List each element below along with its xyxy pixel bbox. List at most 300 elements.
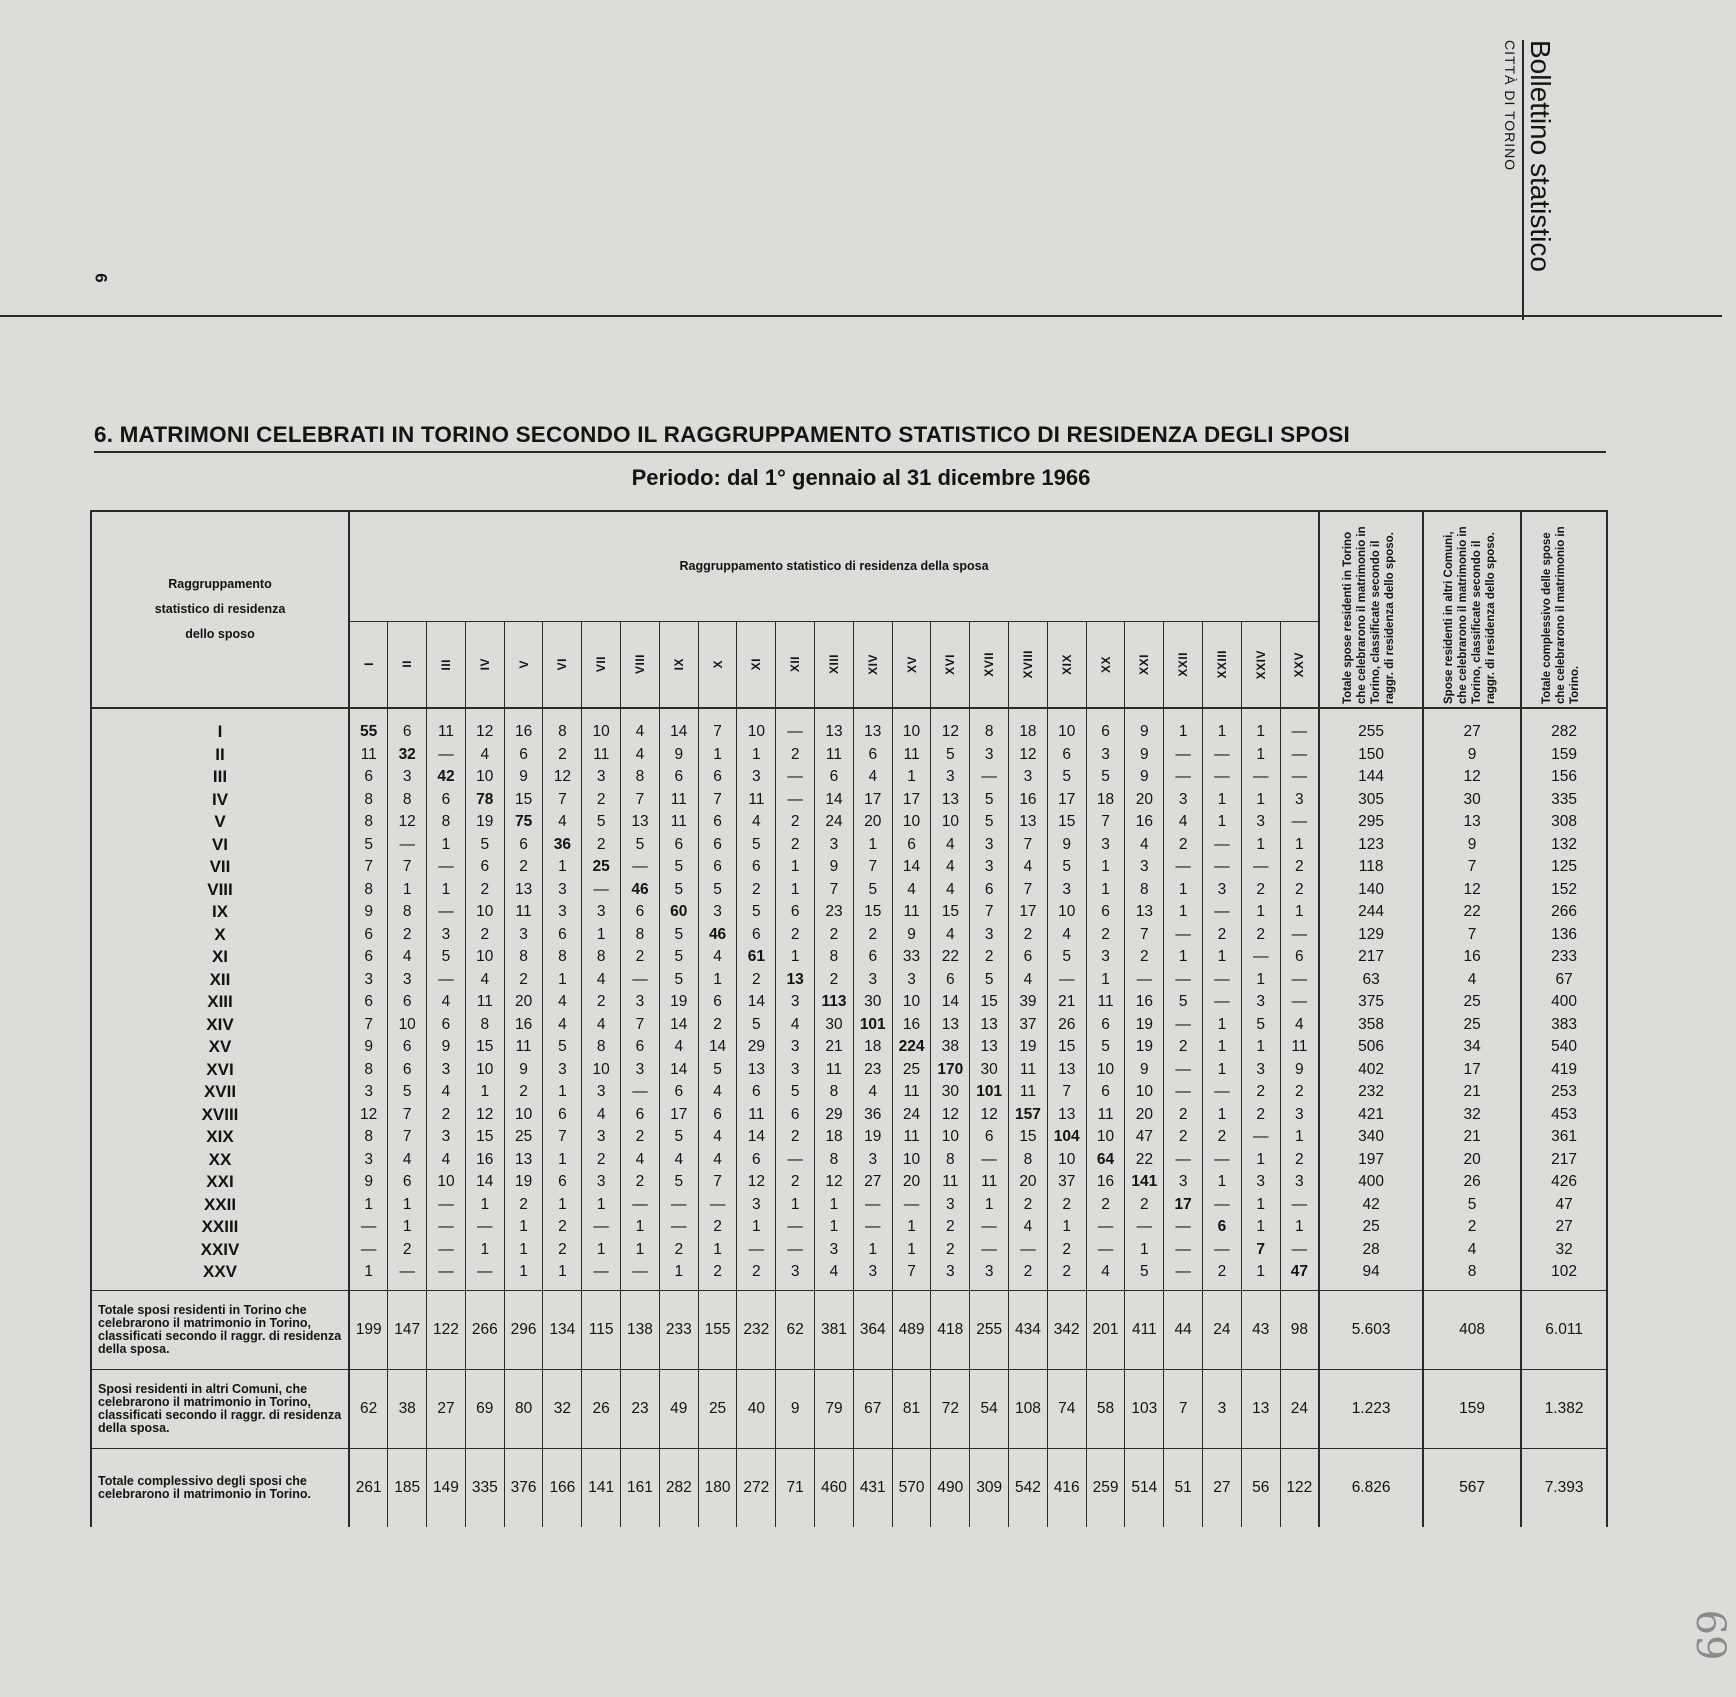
table-cell: 1 xyxy=(427,834,466,857)
table-cell: 1 xyxy=(349,1261,388,1290)
column-header-label: IX xyxy=(671,658,686,671)
table-cell: 16 xyxy=(892,1014,931,1037)
table-cell: — xyxy=(427,856,466,879)
table-cell: 3 xyxy=(1047,879,1086,902)
table-cell: 4 xyxy=(931,856,970,879)
row-label: VIII xyxy=(91,879,349,902)
table-cell: 2 xyxy=(621,946,660,969)
table-row xyxy=(91,1081,1607,1104)
table-cell: 2 xyxy=(1164,834,1203,857)
total-cell: 453 xyxy=(1521,1104,1607,1127)
summary-total-cell: 408 xyxy=(1423,1290,1521,1369)
summary-cell: 103 xyxy=(1125,1369,1164,1448)
table-cell: 8 xyxy=(621,766,660,789)
table-cell: 6 xyxy=(504,834,543,857)
table-cell: 2 xyxy=(621,1126,660,1149)
table-cell: — xyxy=(1164,969,1203,992)
total-cell: 67 xyxy=(1521,969,1607,992)
row-label: XIII xyxy=(91,991,349,1014)
table-cell: 15 xyxy=(465,1036,504,1059)
table-cell: 11 xyxy=(970,1171,1009,1194)
summary-cell: 489 xyxy=(892,1290,931,1369)
table-cell: — xyxy=(621,1081,660,1104)
summary-cell: 27 xyxy=(427,1369,466,1448)
table-cell: 1 xyxy=(1164,946,1203,969)
table-cell: 4 xyxy=(543,991,582,1014)
table-cell: 1 xyxy=(892,1216,931,1239)
table-cell: 1 xyxy=(1203,708,1242,744)
table-cell: 5 xyxy=(659,1126,698,1149)
table-cell: 5 xyxy=(1125,1261,1164,1290)
table-cell: — xyxy=(1086,1239,1125,1262)
table-cell: 4 xyxy=(698,1149,737,1172)
summary-cell: 141 xyxy=(582,1448,621,1527)
table-cell: 3 xyxy=(1164,1171,1203,1194)
table-cell: 10 xyxy=(582,1059,621,1082)
table-cell: 3 xyxy=(1241,1059,1280,1082)
table-cell: 3 xyxy=(931,1261,970,1290)
table-cell: 30 xyxy=(815,1014,854,1037)
table-cell: 1 xyxy=(621,1239,660,1262)
table-cell: 2 xyxy=(1241,924,1280,947)
row-label: III xyxy=(91,766,349,789)
table-cell: 5 xyxy=(621,834,660,857)
table-cell: — xyxy=(582,1216,621,1239)
table-cell: 10 xyxy=(892,991,931,1014)
total-cell: 25 xyxy=(1423,991,1521,1014)
table-cell: 11 xyxy=(892,744,931,767)
table-cell: 3 xyxy=(427,1126,466,1149)
table-cell: 6 xyxy=(698,856,737,879)
summary-cell: 542 xyxy=(1009,1448,1048,1527)
table-cell: 1 xyxy=(465,1239,504,1262)
table-cell: 14 xyxy=(465,1171,504,1194)
page-number: 6 xyxy=(91,273,111,283)
table-cell: 1 xyxy=(427,879,466,902)
table-cell: 6 xyxy=(931,969,970,992)
table-cell: 6 xyxy=(543,924,582,947)
table-cell: — xyxy=(776,1149,815,1172)
table-row xyxy=(91,811,1607,834)
column-header xyxy=(1086,621,1125,708)
total-cell: 16 xyxy=(1423,946,1521,969)
table-cell: 11 xyxy=(737,789,776,812)
total-cell: 375 xyxy=(1319,991,1423,1014)
table-cell: 6 xyxy=(621,1104,660,1127)
table-cell: 3 xyxy=(970,744,1009,767)
table-cell: 7 xyxy=(543,1126,582,1149)
summary-cell: 199 xyxy=(349,1290,388,1369)
column-header-label: XVII xyxy=(982,651,997,677)
table-cell: — xyxy=(427,744,466,767)
table-row xyxy=(91,991,1607,1014)
table-cell: 6 xyxy=(621,901,660,924)
table-cell: 24 xyxy=(815,811,854,834)
table-cell: 1 xyxy=(853,1239,892,1262)
table-cell: 9 xyxy=(892,924,931,947)
table-cell: 7 xyxy=(698,1171,737,1194)
table-cell: 14 xyxy=(737,991,776,1014)
column-header xyxy=(582,621,621,708)
table-cell: 64 xyxy=(1086,1149,1125,1172)
table-cell: 9 xyxy=(1125,766,1164,789)
row-label: II xyxy=(91,744,349,767)
column-header xyxy=(465,621,504,708)
table-cell: 3 xyxy=(776,1036,815,1059)
table-cell: 6 xyxy=(1086,901,1125,924)
table-cell: 29 xyxy=(815,1104,854,1127)
table-cell: 19 xyxy=(465,811,504,834)
table-cell: 104 xyxy=(1047,1126,1086,1149)
table-cell: 20 xyxy=(853,811,892,834)
column-header-label: XXIII xyxy=(1214,650,1229,679)
table-cell: 1 xyxy=(698,969,737,992)
table-cell: 55 xyxy=(349,708,388,744)
table-cell: 13 xyxy=(776,969,815,992)
table-cell: 3 xyxy=(737,766,776,789)
total-cell: 402 xyxy=(1319,1059,1423,1082)
table-cell: 8 xyxy=(815,1149,854,1172)
table-cell: 6 xyxy=(1086,1014,1125,1037)
total-cell: 5 xyxy=(1423,1194,1521,1217)
row-label: XX xyxy=(91,1149,349,1172)
table-cell: 9 xyxy=(1125,1059,1164,1082)
summary-cell: 434 xyxy=(1009,1290,1048,1369)
total-header-text: Totale spose residenti in Torino che celebrarono il matrimonio in Torino, classificate secondo il raggr. di residenza dello sposo. xyxy=(1342,525,1397,704)
table-cell: 15 xyxy=(504,789,543,812)
table-cell: — xyxy=(1125,969,1164,992)
table-cell: — xyxy=(853,1216,892,1239)
table-cell: 1 xyxy=(1047,1216,1086,1239)
summary-label: Totale sposi residenti in Torino che celebrarono il matrimonio in Torino, classificati secondo il raggr. di residenza della sposa. xyxy=(91,1290,349,1369)
row-label: XV xyxy=(91,1036,349,1059)
table-cell: 6 xyxy=(698,991,737,1014)
table-cell: 8 xyxy=(349,789,388,812)
table-cell: 33 xyxy=(892,946,931,969)
table-cell: 13 xyxy=(853,708,892,744)
table-cell: 20 xyxy=(504,991,543,1014)
table-cell: 3 xyxy=(504,924,543,947)
table-cell: 1 xyxy=(1086,969,1125,992)
table-cell: 22 xyxy=(931,946,970,969)
summary-cell: 40 xyxy=(737,1369,776,1448)
table-cell: 1 xyxy=(698,1239,737,1262)
table-cell: 4 xyxy=(621,708,660,744)
table-cell: 14 xyxy=(659,708,698,744)
table-cell: 6 xyxy=(349,766,388,789)
table-row xyxy=(91,766,1607,789)
table-cell: 11 xyxy=(815,744,854,767)
table-cell: 3 xyxy=(1280,1104,1319,1127)
total-cell: 159 xyxy=(1521,744,1607,767)
row-label: XXV xyxy=(91,1261,349,1290)
table-cell: 3 xyxy=(349,969,388,992)
table-cell: 16 xyxy=(504,1014,543,1037)
table-cell: 2 xyxy=(543,744,582,767)
table-cell: 3 xyxy=(1125,856,1164,879)
row-label: X xyxy=(91,924,349,947)
table-cell: 3 xyxy=(1241,811,1280,834)
table-cell: 2 xyxy=(465,924,504,947)
table-cell: 6 xyxy=(543,1104,582,1127)
table-cell: — xyxy=(970,1239,1009,1262)
table-cell: — xyxy=(737,1239,776,1262)
table-cell: 8 xyxy=(1125,879,1164,902)
table-cell: 170 xyxy=(931,1059,970,1082)
total-cell: 30 xyxy=(1423,789,1521,812)
table-cell: — xyxy=(349,1239,388,1262)
table-cell: 8 xyxy=(349,811,388,834)
table-cell: 1 xyxy=(621,1216,660,1239)
table-cell: — xyxy=(1164,766,1203,789)
table-cell: 3 xyxy=(543,879,582,902)
table-cell: 16 xyxy=(1009,789,1048,812)
table-cell: 9 xyxy=(504,766,543,789)
table-cell: 3 xyxy=(427,1059,466,1082)
table-cell: 42 xyxy=(427,766,466,789)
table-cell: 2 xyxy=(388,1239,427,1262)
table-row xyxy=(91,924,1607,947)
total-cell: 32 xyxy=(1423,1104,1521,1127)
table-cell: 8 xyxy=(504,946,543,969)
table-cell: 1 xyxy=(1203,946,1242,969)
table-cell: 10 xyxy=(892,811,931,834)
column-header-label: I xyxy=(361,662,376,667)
total-cell: 217 xyxy=(1319,946,1423,969)
table-cell: 15 xyxy=(1047,811,1086,834)
table-cell: 11 xyxy=(659,789,698,812)
table-cell: — xyxy=(1280,1239,1319,1262)
table-cell: 1 xyxy=(1203,811,1242,834)
summary-cell: 272 xyxy=(737,1448,776,1527)
table-cell: — xyxy=(1164,744,1203,767)
table-cell: 2 xyxy=(931,1239,970,1262)
table-cell: — xyxy=(1203,766,1242,789)
table-cell: 5 xyxy=(737,901,776,924)
table-cell: 1 xyxy=(1125,1239,1164,1262)
total-cell: 4 xyxy=(1423,969,1521,992)
table-cell: — xyxy=(388,1261,427,1290)
table-cell: 1 xyxy=(1241,1149,1280,1172)
column-header xyxy=(659,621,698,708)
table-cell: 2 xyxy=(504,1194,543,1217)
table-cell: 2 xyxy=(504,969,543,992)
table-row xyxy=(91,1014,1607,1037)
table-cell: 1 xyxy=(504,1261,543,1290)
table-cell: 1 xyxy=(388,1194,427,1217)
table-cell: 4 xyxy=(1086,1261,1125,1290)
table-cell: 11 xyxy=(737,1104,776,1127)
table-cell: 10 xyxy=(892,708,931,744)
table-cell: 2 xyxy=(1280,856,1319,879)
table-cell: 21 xyxy=(1047,991,1086,1014)
table-cell: 3 xyxy=(388,766,427,789)
table-cell: 7 xyxy=(698,789,737,812)
summary-cell: 38 xyxy=(388,1369,427,1448)
table-cell: 3 xyxy=(815,834,854,857)
table-cell: — xyxy=(1241,856,1280,879)
table-cell: 2 xyxy=(698,1261,737,1290)
table-cell: 1 xyxy=(504,1239,543,1262)
table-cell: — xyxy=(582,1261,621,1290)
table-cell: 9 xyxy=(1125,708,1164,744)
table-cell: 36 xyxy=(853,1104,892,1127)
summary-cell: 3 xyxy=(1203,1369,1242,1448)
table-cell: 8 xyxy=(349,879,388,902)
table-cell: 7 xyxy=(388,1104,427,1127)
table-cell: 19 xyxy=(853,1126,892,1149)
table-cell: — xyxy=(776,708,815,744)
table-cell: 5 xyxy=(388,1081,427,1104)
table-cell: 6 xyxy=(465,856,504,879)
table-cell: 3 xyxy=(1086,744,1125,767)
table-cell: 1 xyxy=(543,856,582,879)
table-cell: 2 xyxy=(465,879,504,902)
summary-cell: 32 xyxy=(543,1369,582,1448)
table-cell: 19 xyxy=(1125,1014,1164,1037)
table-cell: 7 xyxy=(349,856,388,879)
row-label: I xyxy=(91,708,349,744)
table-cell: — xyxy=(1203,1194,1242,1217)
table-cell: 11 xyxy=(582,744,621,767)
table-cell: 3 xyxy=(1280,789,1319,812)
summary-total-cell: 1.223 xyxy=(1319,1369,1423,1448)
table-cell: — xyxy=(1203,1239,1242,1262)
table-cell: 8 xyxy=(815,946,854,969)
summary-cell: 381 xyxy=(815,1290,854,1369)
table-cell: 6 xyxy=(1086,1081,1125,1104)
table-cell: 6 xyxy=(1203,1216,1242,1239)
table-cell: 5 xyxy=(1241,1014,1280,1037)
table-cell: 5 xyxy=(349,834,388,857)
summary-cell: 56 xyxy=(1241,1448,1280,1527)
table-cell: 10 xyxy=(465,766,504,789)
table-cell: 11 xyxy=(892,1081,931,1104)
table-cell: 2 xyxy=(737,1261,776,1290)
summary-cell: 416 xyxy=(1047,1448,1086,1527)
table-cell: 3 xyxy=(1086,946,1125,969)
column-header xyxy=(543,621,582,708)
table-cell: 7 xyxy=(1241,1239,1280,1262)
table-row xyxy=(91,1126,1607,1149)
row-label: XIV xyxy=(91,1014,349,1037)
table-row xyxy=(91,879,1607,902)
table-cell: 2 xyxy=(1203,924,1242,947)
summary-cell: 411 xyxy=(1125,1290,1164,1369)
summary-total-cell: 6.011 xyxy=(1521,1290,1607,1369)
table-cell: 2 xyxy=(388,924,427,947)
table-cell: 5 xyxy=(1086,766,1125,789)
summary-cell: 161 xyxy=(621,1448,660,1527)
column-header xyxy=(815,621,854,708)
table-cell: 5 xyxy=(659,924,698,947)
summary-total-cell: 6.826 xyxy=(1319,1448,1423,1527)
total-cell: 233 xyxy=(1521,946,1607,969)
table-cell: 9 xyxy=(1280,1059,1319,1082)
table-cell: 2 xyxy=(1164,1036,1203,1059)
total-cell: 197 xyxy=(1319,1149,1423,1172)
total-cell: 2 xyxy=(1423,1216,1521,1239)
table-cell: 1 xyxy=(1280,1126,1319,1149)
column-header-label: XV xyxy=(904,655,919,673)
table-cell: 10 xyxy=(1086,1126,1125,1149)
table-cell: 3 xyxy=(776,991,815,1014)
table-cell: 13 xyxy=(504,879,543,902)
column-header-label: XIII xyxy=(826,654,841,675)
summary-total-cell: 567 xyxy=(1423,1448,1521,1527)
table-cell: 3 xyxy=(931,766,970,789)
table-cell: 6 xyxy=(698,834,737,857)
summary-cell: 261 xyxy=(349,1448,388,1527)
summary-cell: 122 xyxy=(1280,1448,1319,1527)
table-cell: 3 xyxy=(543,1059,582,1082)
table-cell: 7 xyxy=(1047,1081,1086,1104)
table-cell: 5 xyxy=(970,789,1009,812)
total-cell: 400 xyxy=(1521,991,1607,1014)
summary-cell: 309 xyxy=(970,1448,1009,1527)
column-header xyxy=(776,621,815,708)
table-cell: 26 xyxy=(1047,1014,1086,1037)
summary-total-cell: 7.393 xyxy=(1521,1448,1607,1527)
table-cell: 4 xyxy=(621,744,660,767)
table-cell: 6 xyxy=(659,766,698,789)
table-cell: — xyxy=(1009,1239,1048,1262)
table-cell: 5 xyxy=(698,1059,737,1082)
table-cell: 12 xyxy=(388,811,427,834)
table-cell: 1 xyxy=(1241,969,1280,992)
table-cell: 17 xyxy=(1164,1194,1203,1217)
total-cell: 12 xyxy=(1423,879,1521,902)
table-cell: 7 xyxy=(1009,834,1048,857)
summary-cell: 282 xyxy=(659,1448,698,1527)
total-header-text: Spose residenti in altri Comuni, che celebrarono il matrimonio in Torino, classificate secondo il raggr. di residenza dello sposo. xyxy=(1443,525,1498,704)
total-cell: 419 xyxy=(1521,1059,1607,1082)
table-cell: 13 xyxy=(1009,811,1048,834)
row-label: XXI xyxy=(91,1171,349,1194)
table-cell: 5 xyxy=(1047,856,1086,879)
table-cell: 6 xyxy=(737,924,776,947)
summary-cell: 460 xyxy=(815,1448,854,1527)
summary-cell: 364 xyxy=(853,1290,892,1369)
table-cell: 6 xyxy=(427,1014,466,1037)
table-cell: 2 xyxy=(1241,1081,1280,1104)
table-cell: — xyxy=(427,1194,466,1217)
table-cell: 15 xyxy=(1009,1126,1048,1149)
table-cell: 3 xyxy=(853,1261,892,1290)
table-cell: 3 xyxy=(388,969,427,992)
table-cell: 7 xyxy=(815,879,854,902)
summary-cell: 54 xyxy=(970,1369,1009,1448)
table-cell: 5 xyxy=(853,879,892,902)
table-cell: 1 xyxy=(1241,901,1280,924)
table-cell: — xyxy=(621,856,660,879)
table-cell: 9 xyxy=(815,856,854,879)
total-cell: 125 xyxy=(1521,856,1607,879)
table-cell: 4 xyxy=(1047,924,1086,947)
table-cell: 2 xyxy=(970,946,1009,969)
table-cell: — xyxy=(388,834,427,857)
table-row xyxy=(91,1239,1607,1262)
total-cell: 12 xyxy=(1423,766,1521,789)
table-row xyxy=(91,708,1607,744)
table-cell: 1 xyxy=(388,879,427,902)
table-cell: 1 xyxy=(776,946,815,969)
table-cell: 4 xyxy=(388,1149,427,1172)
summary-cell: 7 xyxy=(1164,1369,1203,1448)
column-header xyxy=(1164,621,1203,708)
total-cell: 118 xyxy=(1319,856,1423,879)
table-cell: 9 xyxy=(1125,744,1164,767)
